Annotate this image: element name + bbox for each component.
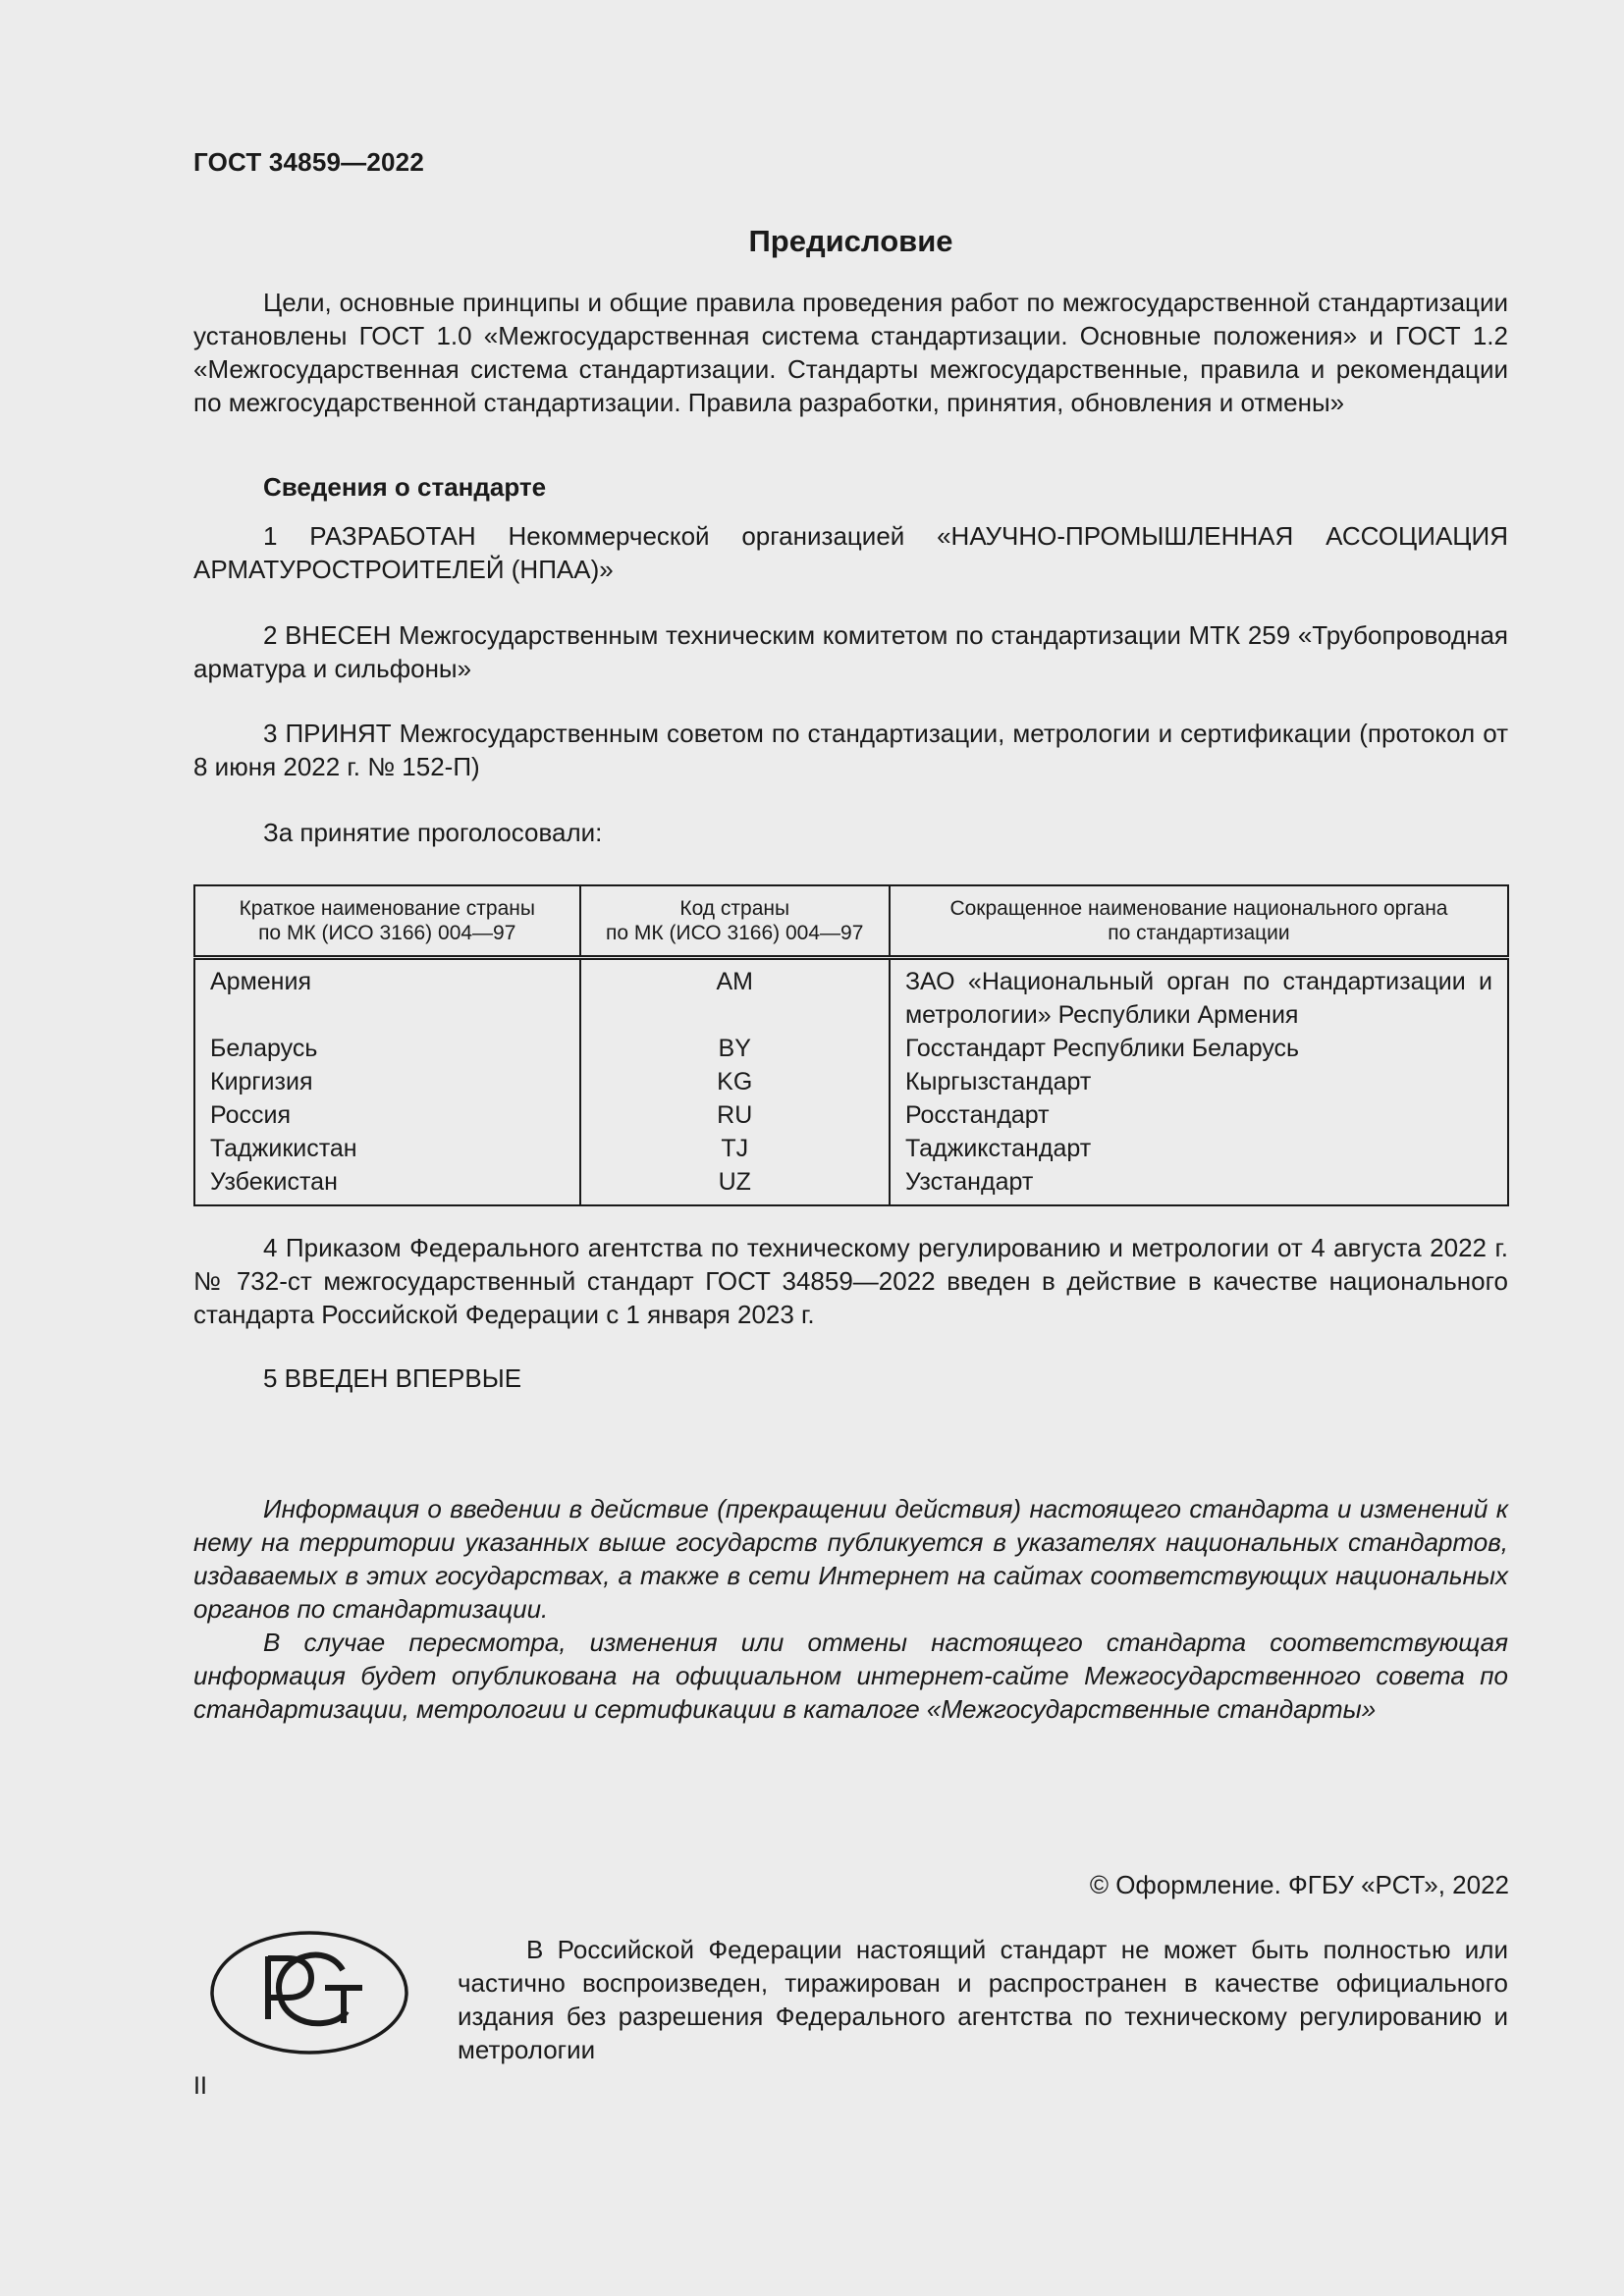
cell-code: TJ xyxy=(580,1132,890,1165)
notice-paragraph-2: В случае пересмотра, изменения или отмены настоящего стандарта соответствующая информация будет опубликована на официальном интернет-сайте Межгосударственного совета по стандартизации, метрологии и сертификации в каталоге «Межгосударственные стандарты» xyxy=(193,1628,1508,1724)
cell-code: BY xyxy=(580,1032,890,1065)
voted-label: За принятие проголосовали: xyxy=(263,818,603,847)
rights-notice: В Российской Федерации настоящий стандарт не может быть полностью или частично воспроизведен, тиражирован и распространен в качестве официального издания без разрешения Федерального агентства по техническому регулированию и метрологии xyxy=(458,1935,1508,2064)
voting-table xyxy=(193,884,1509,1206)
pct-certification-logo-icon xyxy=(209,1929,410,2056)
cell-org: ЗАО «Национальный орган по стандартизации и метрологии» Республики Армения xyxy=(890,958,1508,1033)
cell-code: AM xyxy=(580,958,890,1033)
section-title: Сведения о стандарте xyxy=(263,472,547,502)
table-row xyxy=(194,1098,1508,1132)
cell-org: Таджикстандарт xyxy=(890,1132,1508,1165)
table-row xyxy=(194,958,1508,1033)
cell-country: Беларусь xyxy=(210,1035,318,1062)
cell-country: Армения xyxy=(210,968,311,995)
cell-code: UZ xyxy=(580,1165,890,1205)
cell-country: Таджикистан xyxy=(210,1135,357,1162)
cell-org: Госстандарт Республики Беларусь xyxy=(890,1032,1508,1065)
cell-org: Росстандарт xyxy=(890,1098,1508,1132)
cell-country: Узбекистан xyxy=(210,1168,338,1196)
item-3: 3 ПРИНЯТ Межгосударственным советом по стандартизации, метрологии и сертификации (протокол от 8 июня 2022 г. № 152-П) xyxy=(193,719,1508,781)
cell-code: RU xyxy=(580,1098,890,1132)
cell-country: Киргизия xyxy=(210,1068,313,1095)
col-header-country: Краткое наименование страны по МК (ИСО 3166) 004—97 xyxy=(194,885,580,958)
table-row xyxy=(194,1132,1508,1165)
page-title: Предисловие xyxy=(748,224,953,258)
table-row xyxy=(194,1032,1508,1065)
cell-org: Кыргызстандарт xyxy=(890,1065,1508,1098)
cell-org: Узстандарт xyxy=(890,1165,1508,1205)
item-1: 1 РАЗРАБОТАН Некоммерческой организацией «НАУЧНО-ПРОМЫШЛЕННАЯ АССОЦИАЦИЯ АРМАТУРОСТРОИТЕЛЕЙ (НПАА)» xyxy=(193,521,1508,584)
col-header-code: Код страны по МК (ИСО 3166) 004—97 xyxy=(580,885,890,958)
intro-paragraph: Цели, основные принципы и общие правила проведения работ по межгосударственной стандартизации установлены ГОСТ 1.0 «Межгосударственная система стандартизации. Основные положения» и ГОСТ 1.2 «Межгосударственная система стандартизации. Стандарты межгосударственные, правила и рекомендации по межгосударственной стандартизации. Правила разработки, принятия, обновления и отмены» xyxy=(193,288,1508,417)
item-5: 5 ВВЕДЕН ВПЕРВЫЕ xyxy=(263,1363,522,1393)
item-2: 2 ВНЕСЕН Межгосударственным техническим комитетом по стандартизации МТК 259 «Трубопроводная арматура и сильфоны» xyxy=(193,620,1508,683)
table-row xyxy=(194,1165,1508,1205)
notice-paragraph-1: Информация о введении в действие (прекращении действия) настоящего стандарта и изменений к нему на территории указанных выше государств публикуется в указателях национальных стандартов, издаваемых в этих государствах, а также в сети Интернет на сайтах соответствующих национальных органов по стандартизации. xyxy=(193,1494,1508,1624)
document-id: ГОСТ 34859—2022 xyxy=(193,147,424,177)
cell-code: KG xyxy=(580,1065,890,1098)
table-row xyxy=(194,1065,1508,1098)
col-header-org: Сокращенное наименование национального органа по стандартизации xyxy=(890,885,1508,958)
page-number: II xyxy=(193,2072,207,2100)
item-4: 4 Приказом Федерального агентства по техническому регулированию и метрологии от 4 августа 2022 г. № 732-ст межгосударственный стандарт ГОСТ 34859—2022 введен в действие в качестве национального стандарта Российской Федерации с 1 января 2023 г. xyxy=(193,1233,1508,1329)
cell-country: Россия xyxy=(210,1101,291,1129)
copyright-text: © Оформление. ФГБУ «РСТ», 2022 xyxy=(1089,1870,1509,1899)
table-header-row xyxy=(194,885,1508,958)
